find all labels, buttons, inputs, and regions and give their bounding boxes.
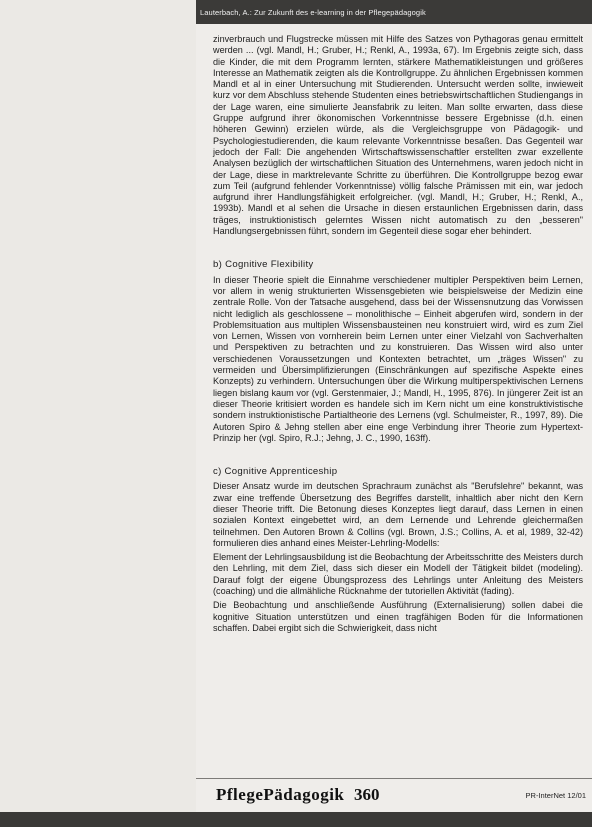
section-c-paragraph-1: Dieser Ansatz wurde im deutschen Sprachraum zunächst als "Berufslehre" bekannt, was zwar eine treffende Übersetzung des Begriffes darstellt, inhaltlich aber nicht den Kern dieser Theorie trifft. Die Betonung dieses Konzeptes liegt darauf, dass Lernen in einen sozialen Kontext eingebettet wird, an dem Lernende und Lehrende gleichermaßen teilnehmen. Den Autoren Brown & Collins (vgl. Brown, J.S.; Collins, A. et al, 1989, 32-42) formulieren dies anhand eines Meister-Lehrling-Modells:: [213, 481, 583, 548]
page-number: 360: [354, 785, 380, 804]
article-body: [213, 34, 583, 634]
left-margin: [0, 0, 196, 827]
running-head: Lauterbach, A.: Zur Zukunft des e-learning in der Pflegepädagogik: [200, 8, 426, 17]
page-footer: [196, 778, 592, 813]
section-c-heading: c) Cognitive Apprenticeship: [213, 466, 338, 478]
section-b-paragraph: In dieser Theorie spielt die Einnahme verschiedener multipler Perspektiven beim Lernen, vor allem in wenig strukturierten Wissensgebieten wie beispielsweise der Medizin eine zentrale Rolle. Von der Tatsache ausgehend, dass bei der Wissensnutzung das Vorwissen nicht lediglich als geschlossene – monolithische – Einheit abgerufen wird, sondern in der Problemsituation aus multiplen Wissensbausteinen neu konstruiert wird, wird es zum Ziel von Lernen, Wissen von vornherein beim Lernen unter einer Vielzahl von Sachverhalten und Perspektiven zu betrachten und zu konstruieren. Das Wissen wird also unter verschiedenen Voraussetzungen und Kontexten betrachtet, um „träges Wissen" zu vermeiden und Übersimplifizierungen (Einschränkungen auf spezifische Aspekte eines Konzepts) zu verhindern. Untersuchungen über die Wirkung multiperspektivischen Lernens liegen bislang kaum vor (vgl. Gerstenmaier, J.; Mandl, H., 1995, 876). In jüngerer Zeit ist an dieser Theorie kritisiert worden es handele sich im Kern nicht um eine konstruktivistische sondern instruktionistische Partialtheorie des Lernens (vgl. Schulmeister, R., 1997, 89). Die Autoren Spiro & Jehng stellen aber eine enge Verbindung ihrer Theorie zum Hypertext-Prinzip her (vgl. Spiro, R.J.; Jehng, J. C., 1990, 163ff).: [213, 274, 583, 443]
section-b-heading: b) Cognitive Flexibility: [213, 259, 314, 271]
section-c-paragraph-3: Die Beobachtung und anschließende Ausführung (Externalisierung) sollen dabei die kognitive Situation unterstützen und einen tragfähigen Boden für die Informationen schaffen. Dabei ergibt sich die Schwierigkeit, dass nicht: [213, 600, 583, 633]
scan-bottom-edge: [0, 812, 592, 827]
intro-paragraph: zinverbrauch und Flugstrecke müssen mit Hilfe des Satzes von Pythagoras genau ermittelt werden ... (vgl. Mandl, H.; Gruber, H.; Renkl, A., 1993a, 67). Im Ergebnis zeigte sich, dass die Kinder, die mit dem Programm lernten, stärkere Mathematikleistungen und größeres Interesse an Mathematik zeigten als die Kontrollgruppe. Zu ähnlichen Ergebnissen kommen Mandl et al in einer Untersuchung mit Studierenden. Untersucht werden sollte, inwieweit kurz vor dem Abschluss stehende Studenten eines betriebswirtschaftlichen Studiengangs in der Lage waren, eine simulierte Jeansfabrik zu leiten. Man sollte erwarten, dass diese Gruppe aufgrund ihrer ökonomischen Vorkenntnisse bessere Ergebnisse (d.h. einen höheren Gewinn) erzielen würde, als die Vergleichsgruppe von Pädagogik- und Psychologiestudierenden, die kaum relevante Vorkenntnisse besaßen. Das Gegenteil war jedoch der Fall: Die angehenden Wirtschaftswissenschaftler erstellten zwar exzellente Analysen bezüglich der wirtschaftlichen Situation des Unternehmens, waren jedoch nicht in der Lage, diese in marktrelevante Schritte zu überführen. Die Kontrollgruppe bezog ewar zum Teil (aufgrund fehlender Vorkenntnisse) völlig falsche Prämissen mit ein, war jedoch aufgrund ihrer Handlungsfähigkeit erfolgreicher. (vgl. Mandl, H.; Gruber, H.; Renkl, A., 1993b). Mandl et al sehen die Ursache in diesen erstaunlichen Ergebnissen darin, dass träges, instruktionistisch gelerntes Wissen nicht automatisch zu den „besseren" Handlungsergebnissen führt, sondern im Gegenteil diese sogar eher behindert.: [213, 34, 583, 237]
issue-label: PR-InterNet 12/01: [525, 791, 586, 800]
journal-brand: PflegePädagogik: [216, 785, 345, 804]
section-c-paragraph-2: Element der Lehrlingsausbildung ist die Beobachtung der Arbeitsschritte des Meisters durch den Lehrling, mit dem Ziel, dass sich dieser ein Modell der Tätigkeit bildet (modeling). Darauf folgt der eigene Übungsprozess des Lehrlings unter Anleitung des Meisters (coaching) und die allmähliche Rücknahme der tutoriellen Aktivität (fading).: [213, 552, 583, 597]
